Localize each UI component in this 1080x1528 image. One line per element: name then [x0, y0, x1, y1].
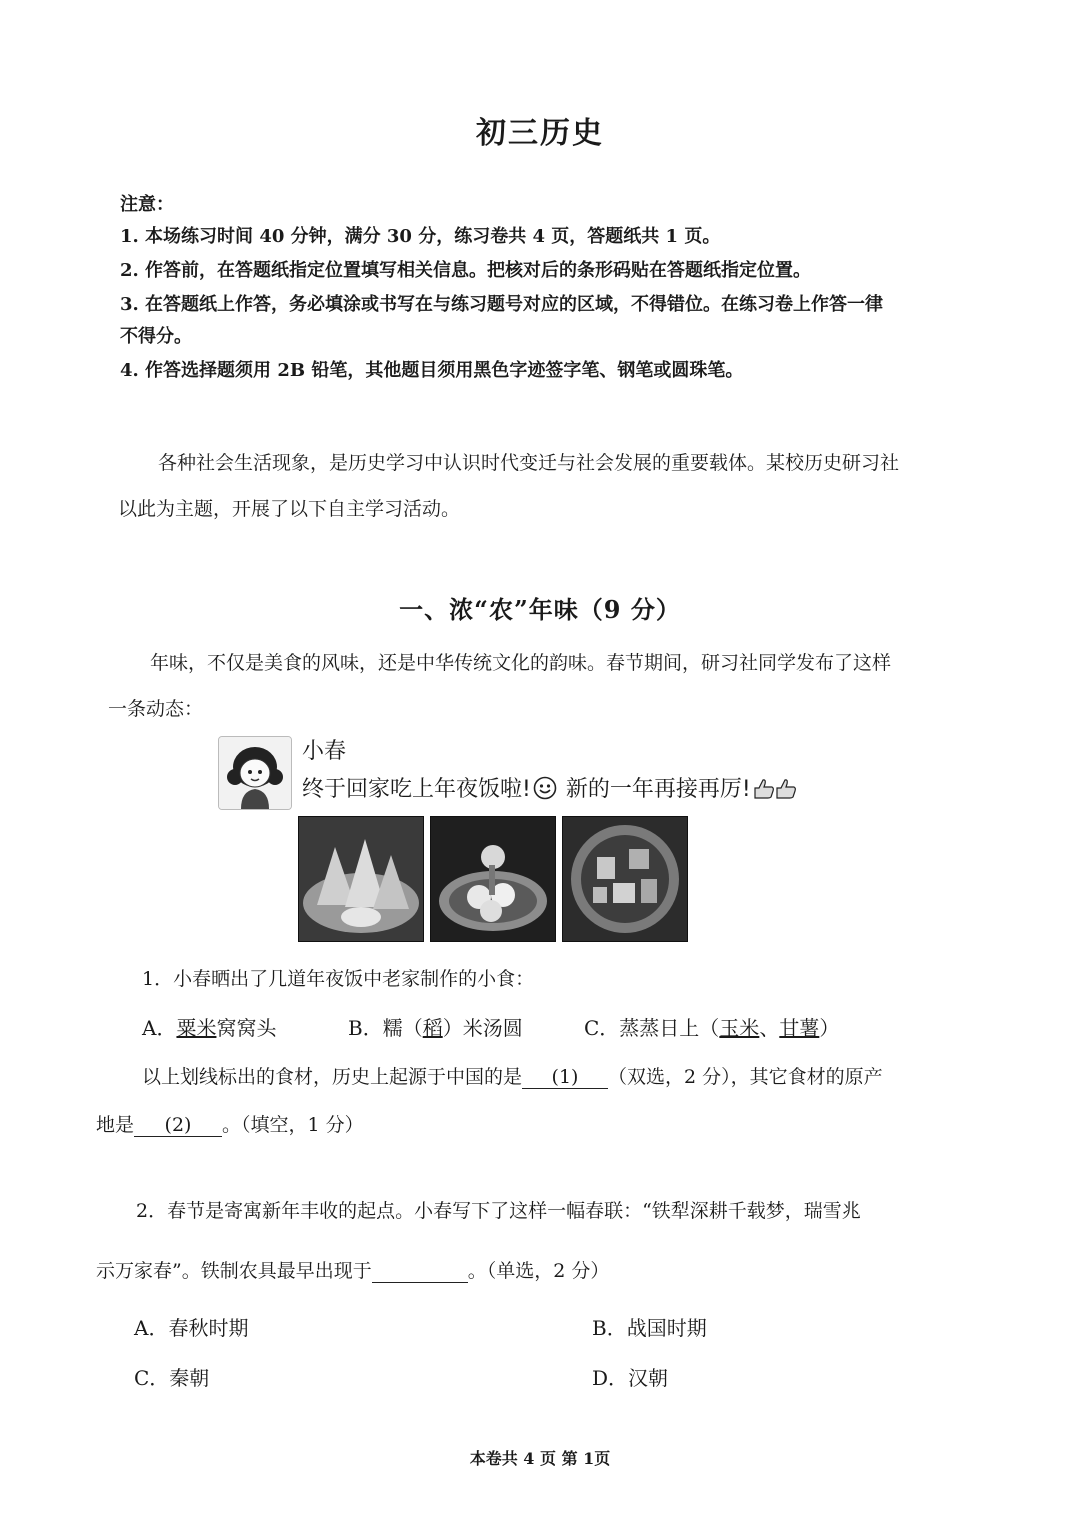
- option-a-label: A．: [142, 1016, 177, 1040]
- page-title: 初三历史: [476, 116, 604, 151]
- answer-blank-2[interactable]: (2): [134, 1114, 222, 1137]
- question-2-option-d[interactable]: D．汉朝: [592, 1366, 669, 1390]
- option-c-underlined-2: 甘薯: [779, 1016, 820, 1040]
- smile-emoji-icon: [533, 776, 557, 800]
- option-c-underlined-1: 玉米: [719, 1016, 760, 1040]
- post-text-part-2: 新的一年再接再厉!: [558, 777, 751, 802]
- question-2-option-a[interactable]: A．春秋时期: [134, 1316, 249, 1340]
- q1-line1-before: 以上划线标出的食材，历史上起源于中国的是: [142, 1066, 523, 1088]
- option-b-underlined: 稻: [422, 1016, 443, 1040]
- question-1-option-b: [348, 1012, 523, 1041]
- option-c-label: C．蒸蒸日上（: [584, 1016, 720, 1040]
- question-1-stem: 1．小春晒出了几道年夜饭中老家制作的小食：: [142, 968, 535, 990]
- notice-heading: 注意：: [120, 194, 174, 215]
- page-footer: 本卷共 4 页 第 1页: [469, 1449, 611, 1468]
- post-author-name: 小春: [302, 739, 347, 764]
- question-1-line-2: [96, 1110, 364, 1137]
- notice-item-1: 1. 本场练习时间 40 分钟，满分 30 分，练习卷共 4 页，答题纸共 1 页。: [120, 226, 721, 247]
- option-a-rest: 窝窝头: [216, 1016, 277, 1040]
- wotou-photo-icon: [299, 817, 423, 941]
- girl-avatar-icon: [219, 737, 291, 809]
- q2-line2-before: 示万家春”。铁制农具最早出现于: [96, 1260, 372, 1282]
- photo-tangyuan: [430, 816, 556, 942]
- q1-line2-before: 地是: [96, 1114, 135, 1136]
- answer-blank-3[interactable]: [372, 1260, 468, 1283]
- option-c-separator: 、: [759, 1016, 780, 1040]
- option-b-rest: ）米汤圆: [442, 1016, 523, 1040]
- question-1-option-c: [584, 1012, 839, 1041]
- notice-item-2: 2. 作答前，在答题纸指定位置填写相关信息。把核对后的条形码贴在答题纸指定位置。: [120, 260, 812, 281]
- q1-line1-after: （双选，2 分），其它食材的原产: [608, 1066, 883, 1088]
- post-text-part-1: 终于回家吃上年夜饭啦!: [302, 777, 531, 802]
- question-2-line-2: [96, 1256, 609, 1283]
- question-2-option-b[interactable]: B．战国时期: [592, 1316, 707, 1340]
- section-1-title: 一、浓“农”年味（9 分）: [399, 595, 681, 624]
- option-b-label: B．糯（: [348, 1016, 423, 1040]
- question-1-option-a: [142, 1012, 276, 1041]
- section-1-para-line-2: 一条动态：: [108, 698, 204, 720]
- tangyuan-photo-icon: [431, 817, 555, 941]
- notice-item-3: 3. 在答题纸上作答，务必填涂或书写在与练习题号对应的区域，不得错位。在练习卷上作答一律: [120, 294, 884, 315]
- notice-item-4: 4. 作答选择题须用 2B 铅笔，其他题目须用黑色字迹签字笔、钢笔或圆珠笔。: [120, 360, 744, 381]
- option-c-rest: ）: [819, 1016, 840, 1040]
- question-2-option-c[interactable]: C．秦朝: [134, 1366, 210, 1390]
- section-1-para-line-1: 年味，不仅是美食的风味，还是中华传统文化的韵味。春节期间，研习社同学发布了这样: [150, 652, 892, 674]
- question-1-line-1: [142, 1062, 883, 1089]
- q1-line2-after: 。（填空，1 分）: [222, 1114, 364, 1136]
- avatar: [218, 736, 292, 810]
- q2-line2-after: 。（单选，2 分）: [467, 1260, 610, 1282]
- answer-blank-1[interactable]: (1): [522, 1066, 608, 1089]
- notice-item-3-cont: 不得分。: [120, 326, 192, 347]
- photo-steamed-dish: [562, 816, 688, 942]
- thumbs-up-icon: [753, 776, 799, 800]
- intro-line-2: 以此为主题，开展了以下自主学习活动。: [118, 498, 461, 520]
- option-a-underlined: 粟米: [176, 1016, 217, 1040]
- intro-line-1: 各种社会生活现象，是历史学习中认识时代变迁与社会发展的重要载体。某校历史研习社: [158, 452, 900, 474]
- photo-wotou: [298, 816, 424, 942]
- post-text: [302, 772, 801, 803]
- steamed-dish-photo-icon: [563, 817, 687, 941]
- question-2-line-1: 2．春节是寄寓新年丰收的起点。小春写下了这样一幅春联：“铁犁深耕千载梦，瑞雪兆: [136, 1200, 861, 1222]
